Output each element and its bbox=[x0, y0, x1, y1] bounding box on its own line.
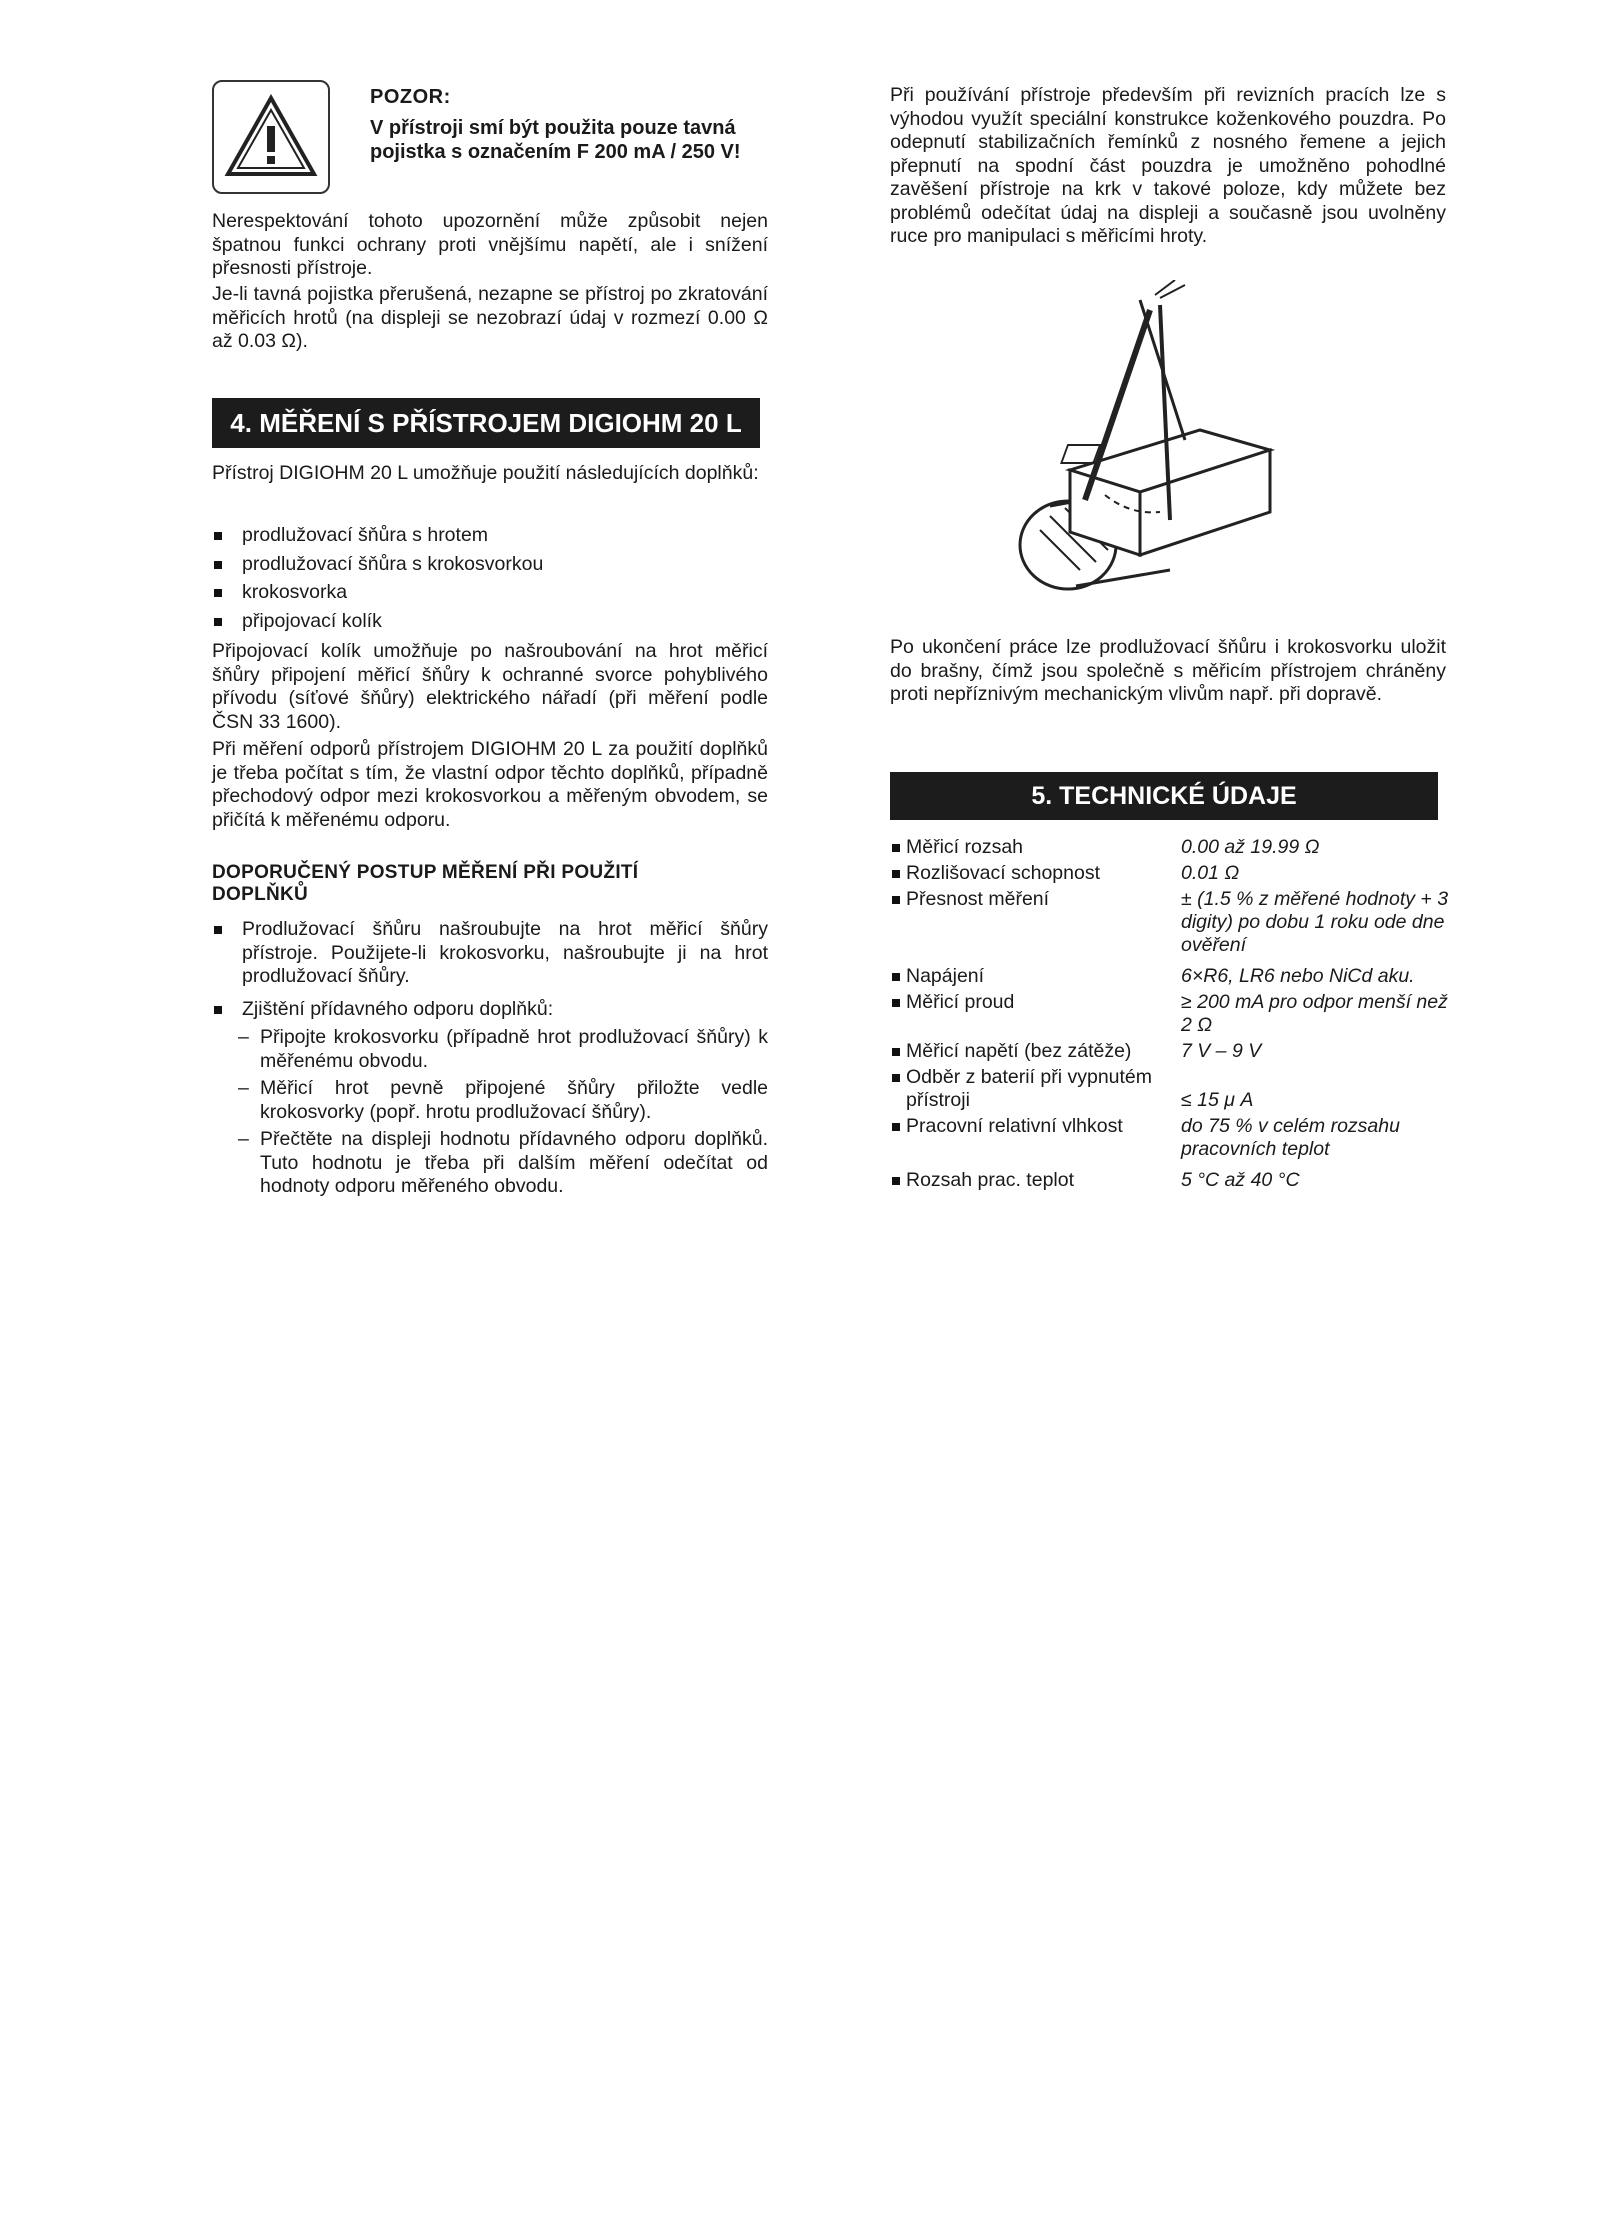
spec-label: Rozlišovací schopnost bbox=[890, 862, 1181, 888]
paragraph: Je-li tavná pojistka přerušená, nezapne se přístroj po zkratování měřicích hrotů (na displeji se nezobrazí údaj v rozmezí 0.00 Ω až 0.03 Ω). bbox=[212, 283, 768, 352]
case-illustration bbox=[1010, 280, 1310, 620]
spec-label: Měřicí proud bbox=[890, 991, 1181, 1040]
list-item: – Měřicí hrot pevně připojené šňůry přiložte vedle krokosvorky (popř. hrotu prodlužovací šňůry). bbox=[238, 1077, 768, 1124]
table-row bbox=[890, 1066, 1450, 1115]
table-row bbox=[890, 965, 1450, 991]
list-item: prodlužovací šňůra s krokosvorkou bbox=[212, 553, 768, 577]
paragraph: Nerespektování tohoto upozornění může způsobit nejen špatnou funkci ochrany proti vnějšímu napětí, ale i snížení přesnosti přístroje. bbox=[212, 210, 768, 279]
paragraph: Přístroj DIGIOHM 20 L umožňuje použití následujících doplňků: bbox=[212, 462, 759, 484]
spec-value: ± (1.5 % z měřené hodnoty + 3 digity) po dobu 1 roku ode dne ověření bbox=[1181, 888, 1449, 956]
table-row bbox=[890, 888, 1450, 965]
table-row bbox=[890, 1115, 1450, 1169]
technical-specs-table bbox=[890, 836, 1450, 1195]
warning-triangle-icon bbox=[224, 94, 318, 180]
table-row bbox=[890, 1040, 1450, 1066]
paragraph: Při používání přístroje především při revizních pracích lze s výhodou využít speciální konstrukce koženkového pouzdra. Po odepnutí stabilizačních řemínků z nosného řemene a jejich přepnutí na spodní část pouzdra je umožněno pohodlné zavěšení přístroje na krk v takové poloze, kdy můžete bez problémů odečítat údaj na displeji a současně jsou uvolněny ruce pro manipulaci s měřicími hroty. bbox=[890, 84, 1446, 247]
spec-label: Rozsah prac. teplot bbox=[890, 1169, 1181, 1195]
spec-label: Pracovní relativní vlhkost bbox=[890, 1115, 1181, 1169]
subheading: DOPORUČENÝ POSTUP MĚŘENÍ PŘI POUŽITÍ DOPLŇKŮ bbox=[212, 862, 639, 905]
table-row bbox=[890, 862, 1450, 888]
section-4-heading: 4. MĚŘENÍ S PŘÍSTROJEM DIGIOHM 20 L bbox=[212, 398, 760, 448]
list-item: krokosvorka bbox=[212, 581, 768, 605]
warning-block bbox=[212, 80, 768, 198]
list-item: – Připojte krokosvorku (případně hrot prodlužovací šňůry) k měřenému obvodu. bbox=[238, 1026, 768, 1073]
spec-value: 5 °C až 40 °C bbox=[1181, 1169, 1300, 1191]
list-item: Zjištění přídavného odporu doplňků: bbox=[212, 998, 768, 1022]
section-5-heading: 5. TECHNICKÉ ÚDAJE bbox=[890, 772, 1438, 820]
spec-label: Měřicí napětí (bez zátěže) bbox=[890, 1040, 1181, 1066]
substep-list bbox=[212, 1026, 768, 1199]
paragraph: Po ukončení práce lze prodlužovací šňůru i krokosvorku uložit do brašny, čímž jsou společně s měřicím přístrojem chráněny proti nepříznivým mechanickým vlivům např. při dopravě. bbox=[890, 636, 1446, 705]
warning-text: V přístroji smí být použita pouze tavná pojistka s označením F 200 mA / 250 V! bbox=[370, 117, 741, 163]
spec-value: ≥ 200 mA pro odpor menší než 2 Ω bbox=[1181, 991, 1448, 1036]
warning-frame bbox=[212, 80, 330, 194]
table-row bbox=[890, 1169, 1450, 1195]
list-item: prodlužovací šňůra s hrotem bbox=[212, 524, 768, 548]
list-item: Prodlužovací šňůru našroubujte na hrot měřicí šňůry přístroje. Použijete-li krokosvorku, našroubujte ji na hrot prodlužovací šňůry. bbox=[212, 918, 768, 989]
spec-value: 7 V – 9 V bbox=[1181, 1040, 1262, 1062]
paragraph: Připojovací kolík umožňuje po našroubování na hrot měřicí šňůry připojení měřicí šňůry k ochranné svorce pohyblivého přívodu (síťové šňůry) elektrického nářadí (při měření podle ČSN 33 1600). bbox=[212, 640, 768, 733]
list-item: připojovací kolík bbox=[212, 610, 768, 634]
spec-label: Přesnost měření bbox=[890, 888, 1181, 965]
list-item: – Přečtěte na displeji hodnotu přídavného odporu doplňků. Tuto hodnotu je třeba při dalším měření odečítat od hodnoty odporu měřeného obvodu. bbox=[238, 1128, 768, 1199]
paragraph: Při měření odporů přístrojem DIGIOHM 20 L za použití doplňků je třeba počítat s tím, že vlastní odpor těchto doplňků, případně přechodový odpor mezi krokosvorkou a měřeným obvodem, se přičítá k měřenému odporu. bbox=[212, 738, 768, 831]
spec-value: do 75 % v celém rozsahu pracovních teplot bbox=[1181, 1115, 1400, 1160]
spec-value: ≤ 15 μ A bbox=[1181, 1089, 1254, 1111]
spec-label: Napájení bbox=[890, 965, 1181, 991]
spec-value: 0.01 Ω bbox=[1181, 862, 1240, 884]
spec-value: 0.00 až 19.99 Ω bbox=[1181, 836, 1320, 858]
table-row bbox=[890, 991, 1450, 1040]
accessories-list bbox=[212, 524, 768, 633]
procedure-list bbox=[212, 918, 768, 1021]
warning-title: POZOR: bbox=[370, 86, 451, 108]
table-row bbox=[890, 836, 1450, 862]
spec-value: 6×R6, LR6 nebo NiCd aku. bbox=[1181, 965, 1415, 987]
spec-label: Měřicí rozsah bbox=[890, 836, 1181, 862]
spec-label: Odběr z baterií při vypnutém přístroji bbox=[890, 1066, 1181, 1115]
